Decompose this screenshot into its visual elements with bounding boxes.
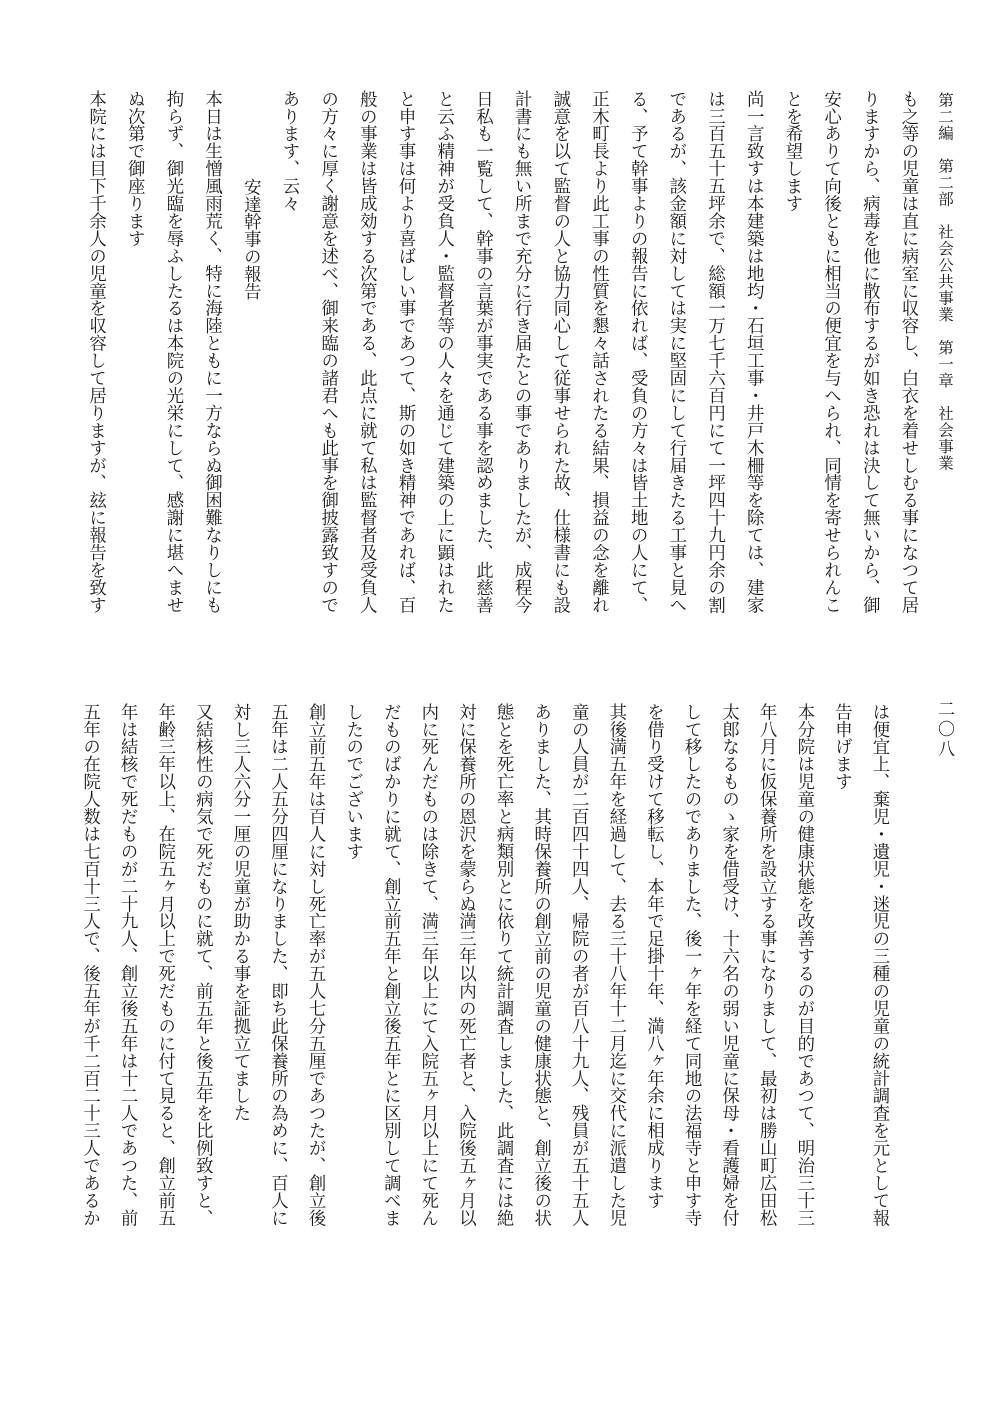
text-column: 安心ありて向後ともに相当の便宜を与へられ、同情を寄せられんこ	[820, 90, 841, 614]
text-column: ぬ次第で御座ります	[124, 90, 145, 248]
text-column: 年は結核で死だものが二十九人、創立後五年は十二人であつた、前	[117, 703, 138, 1227]
text-column: 五年は二人五分四厘になりました、即ち此保養所の為めに、百人に	[267, 703, 288, 1227]
text-column: 対し三人六分一厘の児童が助かる事を証拠立てました	[229, 703, 250, 1122]
text-column: りますから、病毒を他に散布するが如き恐れは決して無いから、御	[859, 90, 880, 614]
section-heading: 安達幹事の報告	[240, 178, 261, 301]
text-column: も之等の児童は直に病室に収容し、白衣を着せしむる事になつて居	[898, 90, 918, 614]
text-column: であるが、該金額に対しては実に堅固にして行届きたる工事と見へ	[665, 90, 686, 614]
text-column: 尚一言致すは本建築は地均・石垣工事・井戸木柵等を除ては、建家	[743, 90, 764, 614]
top-text-block	[76, 90, 927, 660]
text-column: 太郎なるものゝ家を借受け、十六名の弱い児童に保母・看護婦を付	[718, 703, 739, 1227]
text-column: を借り受けて移転し、本年で足掛十年、満八ヶ年余に相成ります	[643, 703, 664, 1210]
text-column: 年齢三年以上、在院五ヶ月以上で死だものに付て見ると、創立前五	[154, 703, 175, 1227]
text-column: 正木町長より此工事の性質を懇々話されたる結果、損益の念を離れ	[588, 90, 609, 614]
text-column: 又結核性の病気で死だものに就て、前五年と後五年を比例致すと、	[192, 703, 213, 1227]
text-column: 誠意を以て監督の人と協力同心して従事せられた故、仕様書にも設	[549, 90, 570, 614]
text-column: して移したのでありました、後一ヶ年を経て同地の法福寺と申す寺	[681, 703, 702, 1227]
text-column: 内に死んだものは除きて、満三年以上にて入院五ヶ月以上にて死ん	[417, 703, 438, 1227]
text-column: 本日は生憎風雨荒く、特に海陸ともに一方ならぬ御困難なりしにも	[201, 90, 222, 614]
text-column: 本分院は児童の健康状態を改善するのが目的であつて、明治三十三	[793, 703, 814, 1227]
text-column: 計書にも無い所まで充分に行き届たとの事でありましたが、成程今	[511, 90, 532, 614]
text-column: 年八月に仮保養所を設立する事になりまして、最初は勝山町広田松	[756, 703, 777, 1227]
text-column: 拘らず、御光臨を辱ふしたるは本院の光栄にして、感謝に堪へませ	[162, 90, 183, 614]
text-column: 態とを死亡率と病類別とに依りて統計調査しました、此調査には絶	[493, 703, 514, 1227]
bottom-text-block	[70, 703, 897, 1273]
text-column: したのでございます	[342, 703, 363, 861]
text-column: 般の事業は皆成効する次第である、此点に就て私は監督者及受負人	[356, 90, 377, 614]
text-column: と申す事は何より喜ばしい事であつて、斯の如き精神であれば、百	[395, 90, 416, 614]
text-column: あります、云々	[279, 90, 299, 213]
running-header: 第二編 第二部 社会公共事業 第一章 社会事業	[936, 92, 954, 472]
text-column: だものばかりに就て、創立前五年と創立後五年とに区別して調べま	[380, 703, 401, 1227]
text-column: とを希望します	[781, 90, 802, 213]
text-column: の方々に厚く謝意を述べ、御来臨の諸君へも此事を御披露致すので	[317, 90, 338, 614]
text-column: 日私も一覧して、幹事の言葉が事実である事を認めました、此慈善	[472, 90, 493, 614]
text-column: と云ふ精神が受負人・監督者等の人々を通じて建築の上に顕はれた	[433, 90, 454, 614]
text-column: 告申げます	[831, 703, 852, 791]
text-column: 童の人員が二百四十四人、帰院の者が百八十九人、残員が五十五人	[568, 703, 589, 1227]
text-column: 五年の在院人数は七百十三人で、後五年が千二百二十三人であるか	[79, 703, 100, 1227]
text-column: ありました、其時保養所の創立前の児童の健康状態と、創立後の状	[530, 703, 551, 1227]
text-column: 創立前五年は百人に対し死亡率が五人七分五厘であつたが、創立後	[305, 703, 326, 1227]
text-column: は便宜上、棄児・遺児・迷児の三種の児童の統計調査を元として報	[869, 703, 889, 1227]
text-column: は三百五十五坪余で、総額一万七千六百円にて一坪四十九円余の割	[704, 90, 725, 614]
text-column: 本院には目下千余人の児童を収容して居りますが、玆に報告を致す	[85, 90, 106, 614]
text-column: る、予て幹事よりの報告に依れば、受負の方々は皆土地の人にて、	[627, 90, 648, 614]
page-number: 二〇八	[934, 700, 954, 760]
text-column: 対に保養所の恩沢を蒙らぬ満三年以内の死亡者と、入院後五ヶ月以	[455, 703, 476, 1227]
text-column: 其後満五年を経過して、去る三十八年十二月迄に交代に派遣した児	[605, 703, 626, 1227]
